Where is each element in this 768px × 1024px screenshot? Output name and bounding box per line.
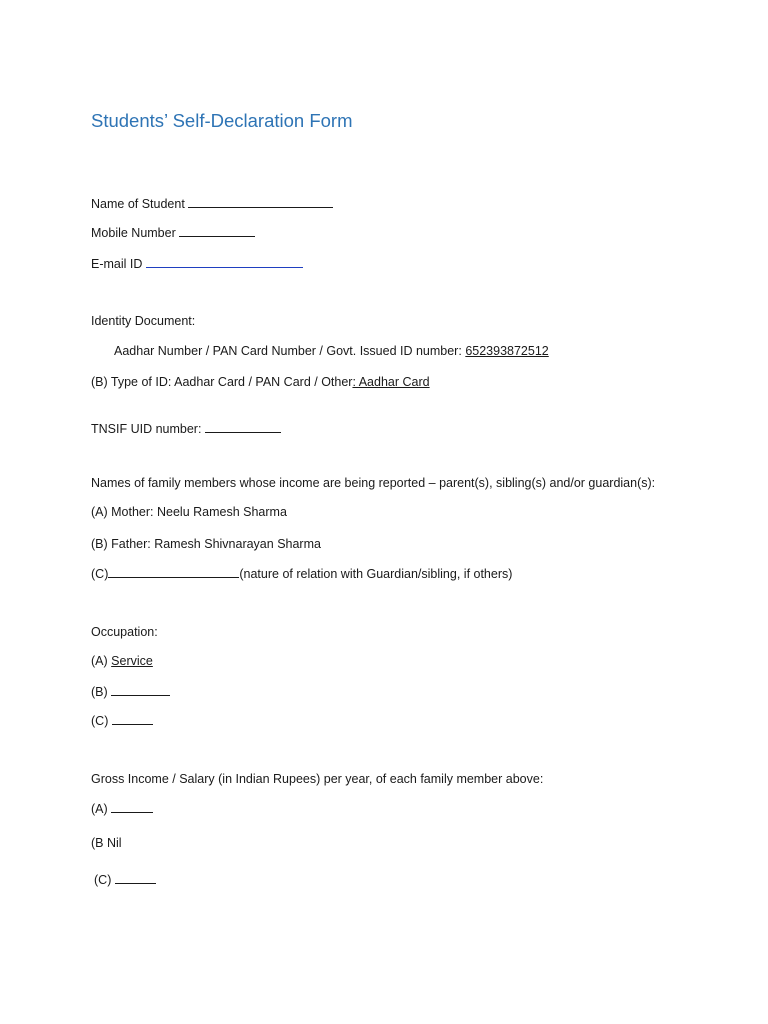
student-name-row (91, 195, 333, 212)
email-blank[interactable] (146, 255, 303, 268)
income-a-blank[interactable] (111, 800, 153, 813)
mobile-number-label: Mobile Number (91, 226, 176, 240)
id-type-value: : Aadhar Card (352, 375, 430, 389)
tnsif-blank[interactable] (205, 420, 281, 433)
family-member-c-blank[interactable] (108, 565, 239, 578)
occupation-b-blank[interactable] (111, 683, 170, 696)
email-row (91, 255, 303, 272)
family-member-c-row (91, 565, 512, 582)
occupation-c-blank[interactable] (112, 712, 153, 725)
id-number-label: Aadhar Number / PAN Card Number / Govt. Issued ID number: (114, 344, 462, 358)
family-member-b: (B) Father: Ramesh Shivnarayan Sharma (91, 537, 321, 551)
student-name-blank[interactable] (188, 195, 333, 208)
id-number-row (114, 343, 549, 359)
student-name-label: Name of Student (91, 197, 185, 211)
occupation-c-row (91, 712, 153, 729)
family-member-a: (A) Mother: Neelu Ramesh Sharma (91, 505, 287, 519)
income-c-blank[interactable] (115, 871, 156, 884)
id-type-row (91, 374, 430, 390)
tnsif-row (91, 420, 281, 437)
mobile-number-blank[interactable] (179, 224, 255, 237)
form-title: Students’ Self-Declaration Form (91, 110, 353, 131)
income-c-prefix: (C) (94, 873, 112, 887)
occupation-a-value: Service (111, 654, 153, 668)
id-type-label: (B) Type of ID: Aadhar Card / PAN Card / Other (91, 375, 353, 389)
income-b: (B Nil (91, 836, 122, 850)
occupation-heading: Occupation: (91, 625, 158, 639)
occupation-b-prefix: (B) (91, 685, 108, 699)
identity-heading: Identity Document: (91, 314, 196, 328)
occupation-a-prefix: (A) (91, 654, 108, 668)
income-c-row (94, 871, 156, 888)
mobile-number-row (91, 224, 255, 241)
income-a-prefix: (A) (91, 802, 108, 816)
family-heading: Names of family members whose income are being reported – parent(s), sibling(s) and/or guardian(s): (91, 476, 656, 490)
occupation-a-row (91, 653, 153, 669)
family-member-c-note: (nature of relation with Guardian/sibling, if others) (239, 567, 513, 581)
email-label: E-mail ID (91, 257, 143, 271)
tnsif-label: TNSIF UID number: (91, 422, 202, 436)
id-number-value: 652393872512 (465, 344, 549, 358)
income-a-row (91, 800, 153, 817)
income-heading: Gross Income / Salary (in Indian Rupees) per year, of each family member above: (91, 772, 544, 786)
occupation-c-prefix: (C) (91, 714, 109, 728)
occupation-b-row (91, 683, 170, 700)
family-member-c-prefix: (C) (91, 567, 109, 581)
